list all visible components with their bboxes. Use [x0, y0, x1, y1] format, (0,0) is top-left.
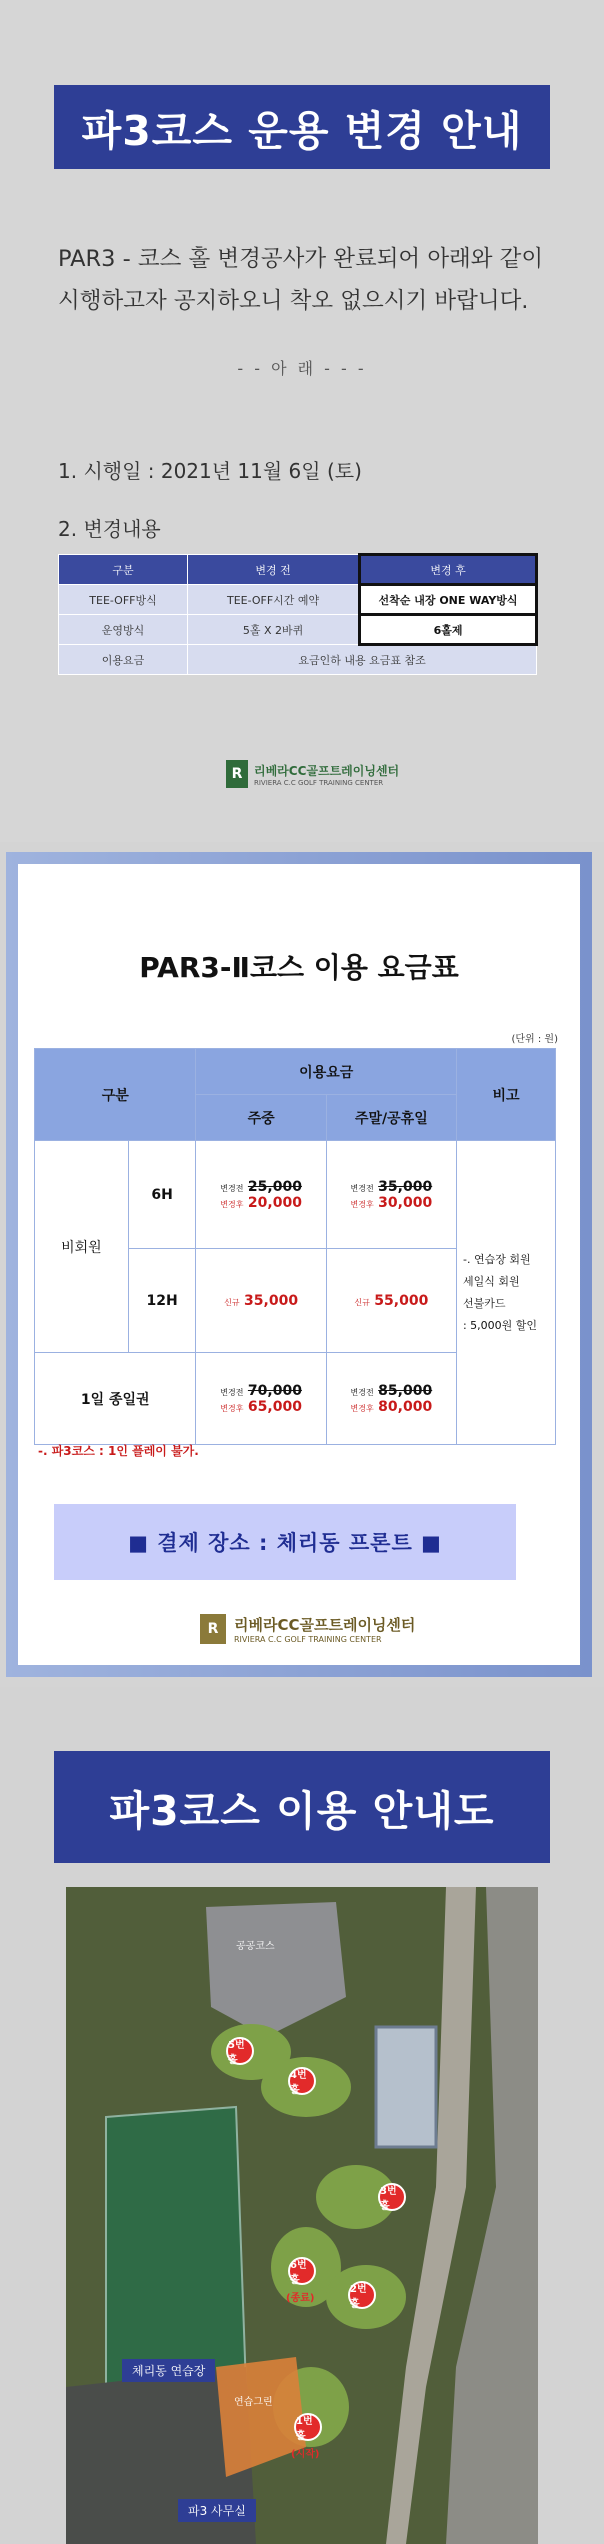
- header-before: 변경 전: [188, 555, 360, 585]
- remark-line: -. 연습장 회원: [462, 1252, 531, 1266]
- table-header-row: [59, 555, 537, 585]
- table-row: [59, 615, 537, 645]
- course-map: [66, 1887, 538, 2544]
- hole-label: 5번홀: [228, 2040, 245, 2066]
- logo-text-kr: 리베라CC골프트레이닝센터: [234, 1616, 416, 1634]
- sub-heading: - - 아 래 - - -: [237, 359, 367, 378]
- fee-table: [34, 1048, 556, 1445]
- old-label: 변경전: [220, 1387, 244, 1397]
- price-cell: [196, 1353, 326, 1445]
- header-weekday: 주중: [196, 1095, 326, 1141]
- logo-text-en: RIVIERA C.C GOLF TRAINING CENTER: [234, 1635, 382, 1644]
- row-12h: 12H: [128, 1249, 196, 1353]
- remark-cell: [456, 1141, 555, 1445]
- header-category: 구분: [35, 1049, 196, 1141]
- table-cell: 운영방식: [59, 615, 188, 645]
- old-label: 변경전: [350, 1183, 374, 1193]
- fee-frame: [6, 852, 592, 1677]
- table-cell: TEE-OFF방식: [59, 585, 188, 615]
- hole-5-marker: [226, 2037, 254, 2065]
- remark-line: 선불카드: [462, 1296, 506, 1310]
- new-price: 55,000: [374, 1292, 429, 1309]
- price-cell: [196, 1141, 326, 1249]
- hole-label: 1번홀: [296, 2416, 313, 2442]
- old-price: 85,000: [378, 1382, 433, 1399]
- table-cell: TEE-OFF시간 예약: [188, 585, 360, 615]
- logo-mark-icon: R: [200, 1614, 226, 1644]
- notice-title: 파3코스 운용 변경 안내: [54, 85, 550, 169]
- map-title: 파3코스 이용 안내도: [54, 1751, 550, 1863]
- new-label: 변경후: [350, 1199, 374, 1209]
- row-6h: 6H: [128, 1141, 196, 1249]
- fee-panel: [0, 842, 604, 1687]
- single-label: 신규: [354, 1297, 370, 1307]
- logo-mark-icon: R: [226, 760, 248, 788]
- price-cell: [326, 1141, 456, 1249]
- notice-text: PAR3 - 코스 홀 변경공사가 완료되어 아래와 같이 시행하고자 공지하오니 착오 없으시기 바랍니다.: [58, 246, 544, 314]
- hole-label: 2번홀: [350, 2284, 367, 2310]
- old-price: 70,000: [247, 1382, 302, 1399]
- hole-label: 6번홀: [290, 2260, 307, 2286]
- hole-label: 3번홀: [380, 2186, 397, 2212]
- new-price: 65,000: [247, 1398, 302, 1415]
- old-label: 변경전: [220, 1183, 244, 1193]
- new-price: 30,000: [378, 1194, 433, 1211]
- table-cell: 이용요금: [59, 645, 188, 675]
- payment-location: ■ 결제 장소 : 체리동 프론트 ■: [54, 1504, 516, 1580]
- range-label: 체리동 연습장: [122, 2359, 215, 2382]
- old-label: 변경전: [350, 1387, 374, 1397]
- table-cell: 선착순 내장 ONE WAY방식: [360, 585, 537, 615]
- old-price: 25,000: [247, 1178, 302, 1195]
- brand-logo: [226, 760, 399, 788]
- hole-6-sub: (종료): [286, 2293, 315, 2304]
- brand-logo: [200, 1614, 415, 1644]
- table-row: [59, 585, 537, 615]
- unit-note: (단위 : 원): [511, 1034, 558, 1045]
- new-price: 80,000: [378, 1398, 433, 1415]
- hole-label: 4번홀: [290, 2070, 307, 2096]
- hole-2-marker: [348, 2281, 376, 2309]
- price-cell: [326, 1249, 456, 1353]
- hole-1-marker: [294, 2413, 322, 2441]
- single-label: 신규: [224, 1297, 240, 1307]
- new-label: 변경후: [220, 1403, 244, 1413]
- table-cell: 요금인하 내용 요금표 참조: [188, 645, 537, 675]
- fee-title: PAR3-Ⅱ코스 이용 요금표: [139, 951, 459, 984]
- header-weekend: 주말/공휴일: [326, 1095, 456, 1141]
- practice-green-label: 연습그린: [234, 2397, 273, 2408]
- header-remark: 비고: [456, 1049, 555, 1141]
- hole-3-marker: [378, 2183, 406, 2211]
- remark-line: : 5,000원 할인: [462, 1318, 538, 1332]
- hole-4-marker: [288, 2067, 316, 2095]
- row-group: 비회원: [35, 1141, 129, 1353]
- price-cell: [326, 1353, 456, 1445]
- remark-line: 세일식 회원: [462, 1274, 520, 1288]
- table-cell: 6홀제: [360, 615, 537, 645]
- new-price: 20,000: [247, 1194, 302, 1211]
- change-heading: 2. 변경내용: [58, 517, 161, 541]
- row-allday: 1일 종일권: [35, 1353, 196, 1445]
- header-category: 구분: [59, 555, 188, 585]
- table-header-row: [35, 1049, 556, 1095]
- effective-date: 1. 시행일 : 2021년 11월 6일 (토): [58, 459, 362, 483]
- table-row: [35, 1141, 556, 1249]
- logo-text-kr: 리베라CC골프트레이닝센터: [254, 763, 400, 778]
- header-fee: 이용요금: [196, 1049, 457, 1095]
- new-label: 변경후: [220, 1199, 244, 1209]
- map-panel: [0, 1687, 604, 2544]
- new-price: 35,000: [244, 1292, 299, 1309]
- notice-panel: [0, 0, 604, 842]
- course-label: 공공코스: [236, 1941, 275, 1952]
- old-price: 35,000: [378, 1178, 433, 1195]
- price-cell: [196, 1249, 326, 1353]
- fee-footnote: -. 파3코스 : 1인 플레이 불가.: [38, 1444, 199, 1458]
- hole-1-sub: (시작): [291, 2449, 320, 2460]
- change-table: [58, 553, 538, 675]
- new-label: 변경후: [350, 1403, 374, 1413]
- table-cell: 5홀 X 2바퀴: [188, 615, 360, 645]
- logo-text-en: RIVIERA C.C GOLF TRAINING CENTER: [254, 778, 384, 787]
- hole-6-marker: [288, 2257, 316, 2285]
- table-row: [59, 645, 537, 675]
- office-label: 파3 사무실: [178, 2499, 256, 2522]
- header-after: 변경 후: [360, 555, 537, 585]
